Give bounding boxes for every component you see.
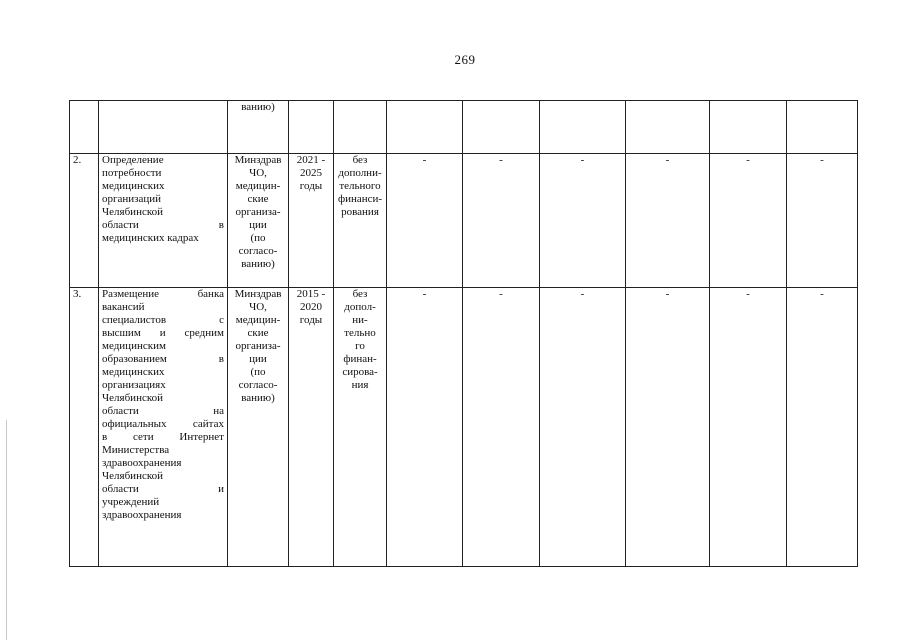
program-measures-table bbox=[69, 100, 858, 567]
measure-name bbox=[99, 154, 228, 288]
amount-cell: - bbox=[463, 288, 540, 567]
amount-cell: - bbox=[626, 288, 710, 567]
funding-cell: без допол- ни- тельно го финан- сирова- ния bbox=[334, 288, 387, 567]
funding-cell: без дополни- тельного финанси- рования bbox=[334, 154, 387, 288]
measure-name-line: организациях bbox=[102, 379, 166, 391]
measure-name-line: Определение bbox=[102, 154, 164, 166]
amount-cell bbox=[787, 101, 858, 154]
measure-name-line: области на bbox=[102, 405, 224, 417]
amount-cell: - bbox=[710, 288, 787, 567]
period-cell bbox=[289, 101, 334, 154]
measure-name-line: медицинских кадрах bbox=[102, 232, 199, 244]
measure-name-line: медицинских bbox=[102, 180, 165, 192]
scan-edge-line bbox=[6, 420, 7, 640]
measure-name-line: специалистов с bbox=[102, 314, 224, 326]
executor-cell: Минздрав ЧО, медицин- ские организа- ции (по согласо- ванию) bbox=[228, 288, 289, 567]
amount-cell: - bbox=[387, 154, 463, 288]
measure-name-line: медицинских bbox=[102, 366, 165, 378]
row-number: 2. bbox=[70, 154, 99, 288]
measure-name-line: вакансий bbox=[102, 301, 145, 313]
amount-cell: - bbox=[710, 154, 787, 288]
measure-name bbox=[99, 288, 228, 567]
row-number: 3. bbox=[70, 288, 99, 567]
measure-name-line: учреждений bbox=[102, 496, 160, 508]
amount-cell bbox=[387, 101, 463, 154]
measure-name-line: образованием в bbox=[102, 353, 224, 365]
amount-cell bbox=[463, 101, 540, 154]
amount-cell: - bbox=[626, 154, 710, 288]
amount-cell: - bbox=[463, 154, 540, 288]
measure-name-line: области в bbox=[102, 219, 224, 231]
measure-name bbox=[99, 101, 228, 154]
funding-cell bbox=[334, 101, 387, 154]
table-row bbox=[70, 154, 858, 288]
period-cell: 2021 - 2025 годы bbox=[289, 154, 334, 288]
measure-name-line: медицинским bbox=[102, 340, 166, 352]
amount-cell: - bbox=[787, 288, 858, 567]
amount-cell: - bbox=[540, 154, 626, 288]
measure-name-line: организаций bbox=[102, 193, 162, 205]
amount-cell bbox=[540, 101, 626, 154]
amount-cell: - bbox=[787, 154, 858, 288]
measure-name-line: Челябинской bbox=[102, 206, 164, 218]
measure-name-line: здравоохранения bbox=[102, 509, 182, 521]
page-number: 269 bbox=[454, 52, 476, 67]
measure-name-line: потребности bbox=[102, 167, 162, 179]
executor-cell: Минздрав ЧО, медицин- ские организа- ции (по согласо- ванию) bbox=[228, 154, 289, 288]
measure-name-line: высшим и средним bbox=[102, 327, 224, 339]
table-row bbox=[70, 101, 858, 154]
period-cell: 2015 - 2020 годы bbox=[289, 288, 334, 567]
measure-name-line: здравоохранения bbox=[102, 457, 182, 469]
amount-cell: - bbox=[540, 288, 626, 567]
amount-cell: - bbox=[387, 288, 463, 567]
executor-cell: ванию) bbox=[228, 101, 289, 154]
amount-cell bbox=[626, 101, 710, 154]
measure-name-line: официальных сайтах bbox=[102, 418, 224, 430]
row-number bbox=[70, 101, 99, 154]
measure-name-line: Размещение банка bbox=[102, 288, 224, 300]
measure-name-line: в сети Интернет bbox=[102, 431, 224, 443]
table-row bbox=[70, 288, 858, 567]
amount-cell bbox=[710, 101, 787, 154]
measure-name-line: области и bbox=[102, 483, 224, 495]
measure-name-line: Челябинской bbox=[102, 392, 164, 404]
measure-name-line: Министерства bbox=[102, 444, 170, 456]
measure-name-line: Челябинской bbox=[102, 470, 164, 482]
